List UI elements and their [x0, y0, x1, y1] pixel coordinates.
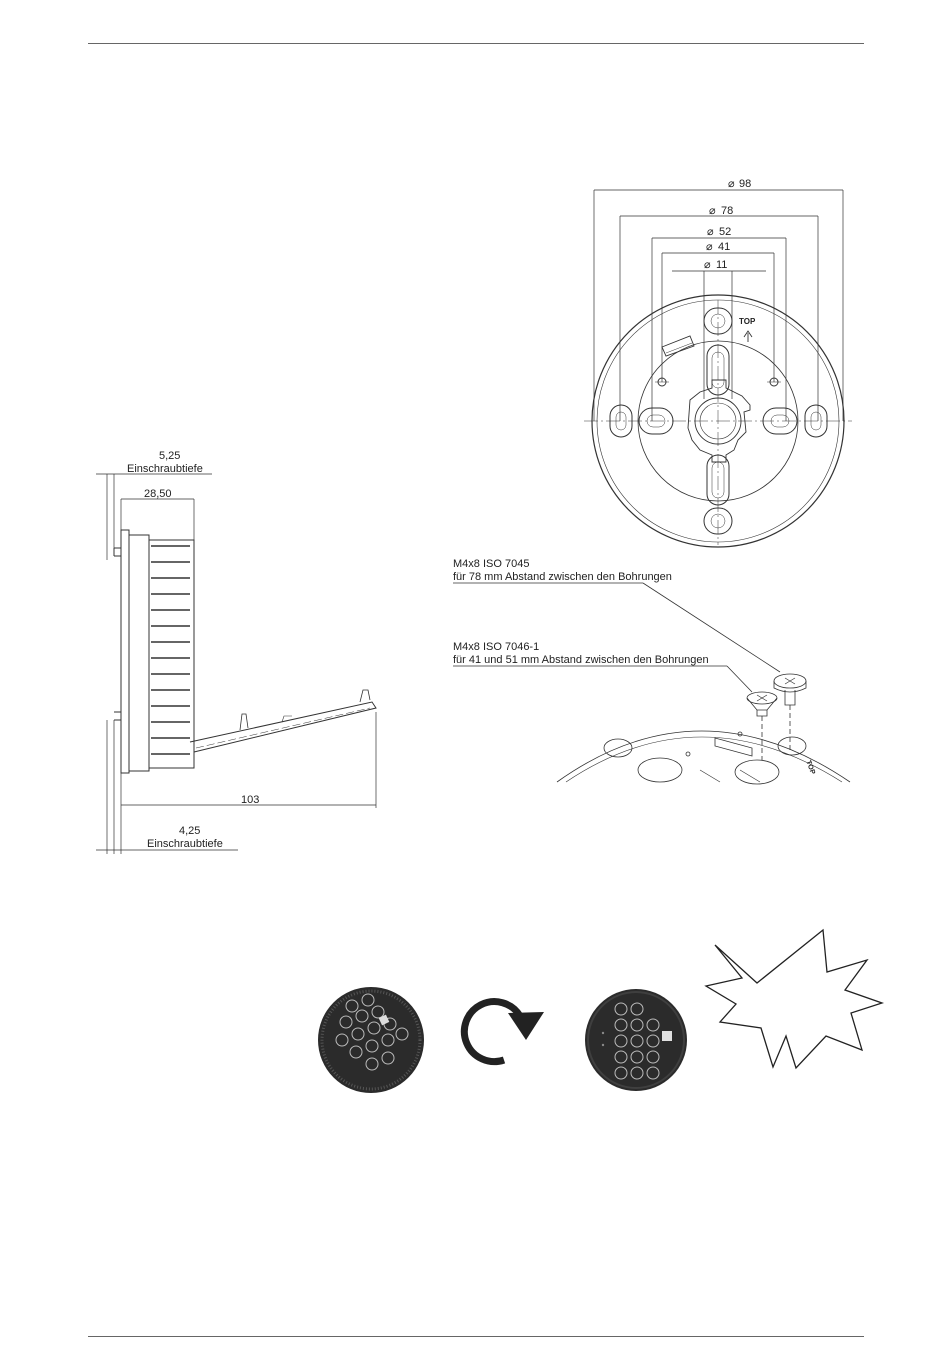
dim-78-symbol: ⌀ — [709, 205, 716, 217]
front-view-plate — [584, 295, 852, 547]
front-dimensions — [594, 190, 843, 421]
width-value: 28,50 — [144, 488, 172, 500]
screw-callouts — [453, 558, 709, 666]
dim-11-label: 11 — [716, 259, 728, 271]
thread-depth-top-label: Einschraubtiefe — [127, 463, 203, 475]
top-label: TOP — [739, 317, 756, 326]
screw1-note: für 78 mm Abstand zwischen den Bohrungen — [453, 571, 672, 583]
rotate-arrow-icon — [464, 1002, 544, 1062]
starburst-callout — [706, 930, 882, 1068]
side-view-lock — [114, 530, 376, 773]
side-dimension-labels — [127, 450, 259, 850]
screw1-spec: M4x8 ISO 7045 — [453, 558, 530, 570]
keypad-rotated — [318, 987, 424, 1093]
screw2-note: für 41 und 51 mm Abstand zwischen den Bohrungen — [453, 654, 709, 666]
dim-98-label: 98 — [739, 178, 752, 190]
dim-52-label: 52 — [719, 226, 732, 238]
dim-11-symbol: ⌀ — [704, 259, 711, 271]
front-dimension-labels — [704, 178, 751, 271]
thread-depth-top-value: 5,25 — [159, 450, 181, 462]
dim-98-symbol: ⌀ — [728, 178, 735, 190]
side-dimensions — [96, 474, 376, 854]
length-value: 103 — [241, 794, 260, 806]
screw-detail — [453, 583, 850, 784]
thread-depth-bottom-label: Einschraubtiefe — [147, 838, 223, 850]
dim-52-symbol: ⌀ — [707, 226, 714, 238]
thread-depth-bottom-value: 4,25 — [179, 825, 201, 837]
dim-78-label: 78 — [721, 205, 734, 217]
dim-41-label: 41 — [718, 241, 731, 253]
screw2-spec: M4x8 ISO 7046-1 — [453, 641, 540, 653]
keypad-correct — [585, 989, 687, 1091]
dim-41-symbol: ⌀ — [706, 241, 713, 253]
top-label-small: TOP — [804, 759, 816, 776]
